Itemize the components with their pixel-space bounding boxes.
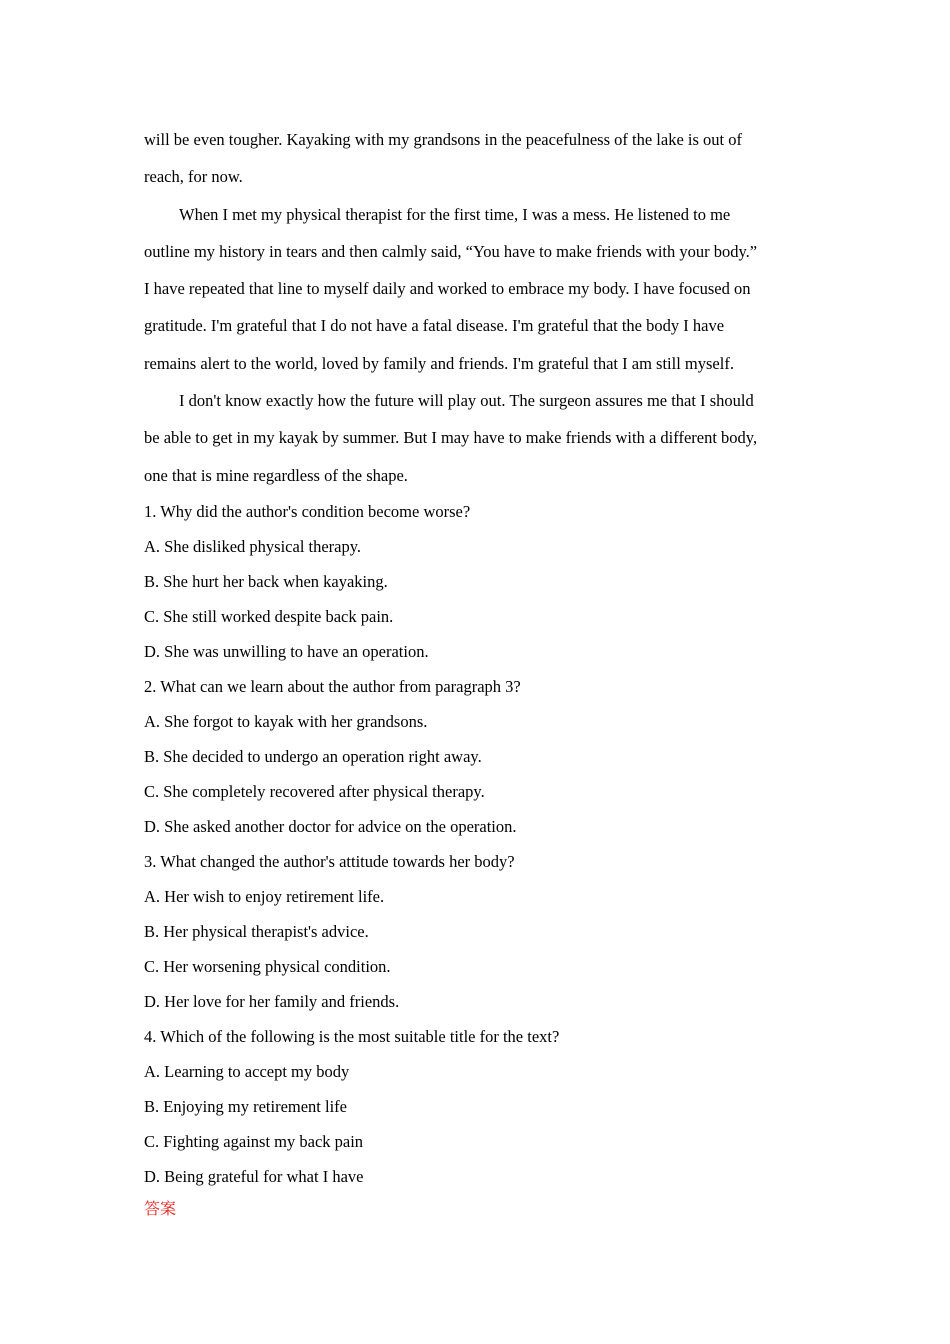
answer-option: C. Fighting against my back pain bbox=[144, 1131, 364, 1151]
answer-option: D. Her love for her family and friends. bbox=[144, 991, 400, 1011]
paragraph-line: be able to get in my kayak by summer. But I may have to make friends with a different body, bbox=[144, 428, 758, 448]
paragraph-line: reach, for now. bbox=[144, 167, 243, 187]
paragraph-therapist bbox=[144, 196, 809, 382]
answer-option: A. Her wish to enjoy retirement life. bbox=[144, 886, 385, 906]
paragraph-line: When I met my physical therapist for the first time, I was a mess. He listened to me bbox=[179, 204, 731, 224]
question-1 bbox=[144, 494, 809, 669]
paragraph-line: I have repeated that line to myself daily and worked to embrace my body. I have focused on bbox=[144, 279, 751, 299]
answer-option: B. She decided to undergo an operation right away. bbox=[144, 746, 482, 766]
answer-option: A. She disliked physical therapy. bbox=[144, 536, 362, 556]
question-4 bbox=[144, 1019, 809, 1194]
question-2 bbox=[144, 669, 809, 844]
question-stem: 4. Which of the following is the most suitable title for the text? bbox=[144, 1026, 560, 1046]
question-stem: 2. What can we learn about the author from paragraph 3? bbox=[144, 676, 521, 696]
answer-heading: 答案 bbox=[144, 1198, 177, 1218]
question-list bbox=[144, 494, 809, 1194]
paragraph-continued bbox=[144, 121, 809, 196]
paragraph-line: remains alert to the world, loved by family and friends. I'm grateful that I am still myself. bbox=[144, 353, 734, 373]
passage bbox=[144, 121, 809, 494]
answer-option: A. Learning to accept my body bbox=[144, 1061, 350, 1081]
answer-option: C. She completely recovered after physical therapy. bbox=[144, 781, 485, 801]
paragraph-line: one that is mine regardless of the shape. bbox=[144, 465, 408, 485]
paragraph-line: outline my history in tears and then calmly said, “You have to make friends with your body.” bbox=[144, 241, 758, 261]
answer-option: B. Enjoying my retirement life bbox=[144, 1096, 347, 1116]
question-3 bbox=[144, 844, 809, 1019]
answer-option: B. She hurt her back when kayaking. bbox=[144, 571, 388, 591]
answer-option: C. Her worsening physical condition. bbox=[144, 956, 391, 976]
document-page bbox=[144, 121, 809, 1224]
paragraph-future bbox=[144, 382, 809, 494]
question-stem: 1. Why did the author's condition become worse? bbox=[144, 501, 471, 521]
answer-option: D. Being grateful for what I have bbox=[144, 1166, 364, 1186]
answer-option: A. She forgot to kayak with her grandsons. bbox=[144, 711, 428, 731]
answer-option: D. She was unwilling to have an operation. bbox=[144, 641, 429, 661]
answer-option: D. She asked another doctor for advice on the operation. bbox=[144, 816, 517, 836]
paragraph-line: gratitude. I'm grateful that I do not have a fatal disease. I'm grateful that the body I have bbox=[144, 316, 725, 336]
answer-option: C. She still worked despite back pain. bbox=[144, 606, 394, 626]
question-stem: 3. What changed the author's attitude towards her body? bbox=[144, 851, 515, 871]
paragraph-line: will be even tougher. Kayaking with my grandsons in the peacefulness of the lake is out of bbox=[144, 130, 742, 149]
answer-option: B. Her physical therapist's advice. bbox=[144, 921, 369, 941]
paragraph-line: I don't know exactly how the future will play out. The surgeon assures me that I should bbox=[179, 391, 754, 411]
